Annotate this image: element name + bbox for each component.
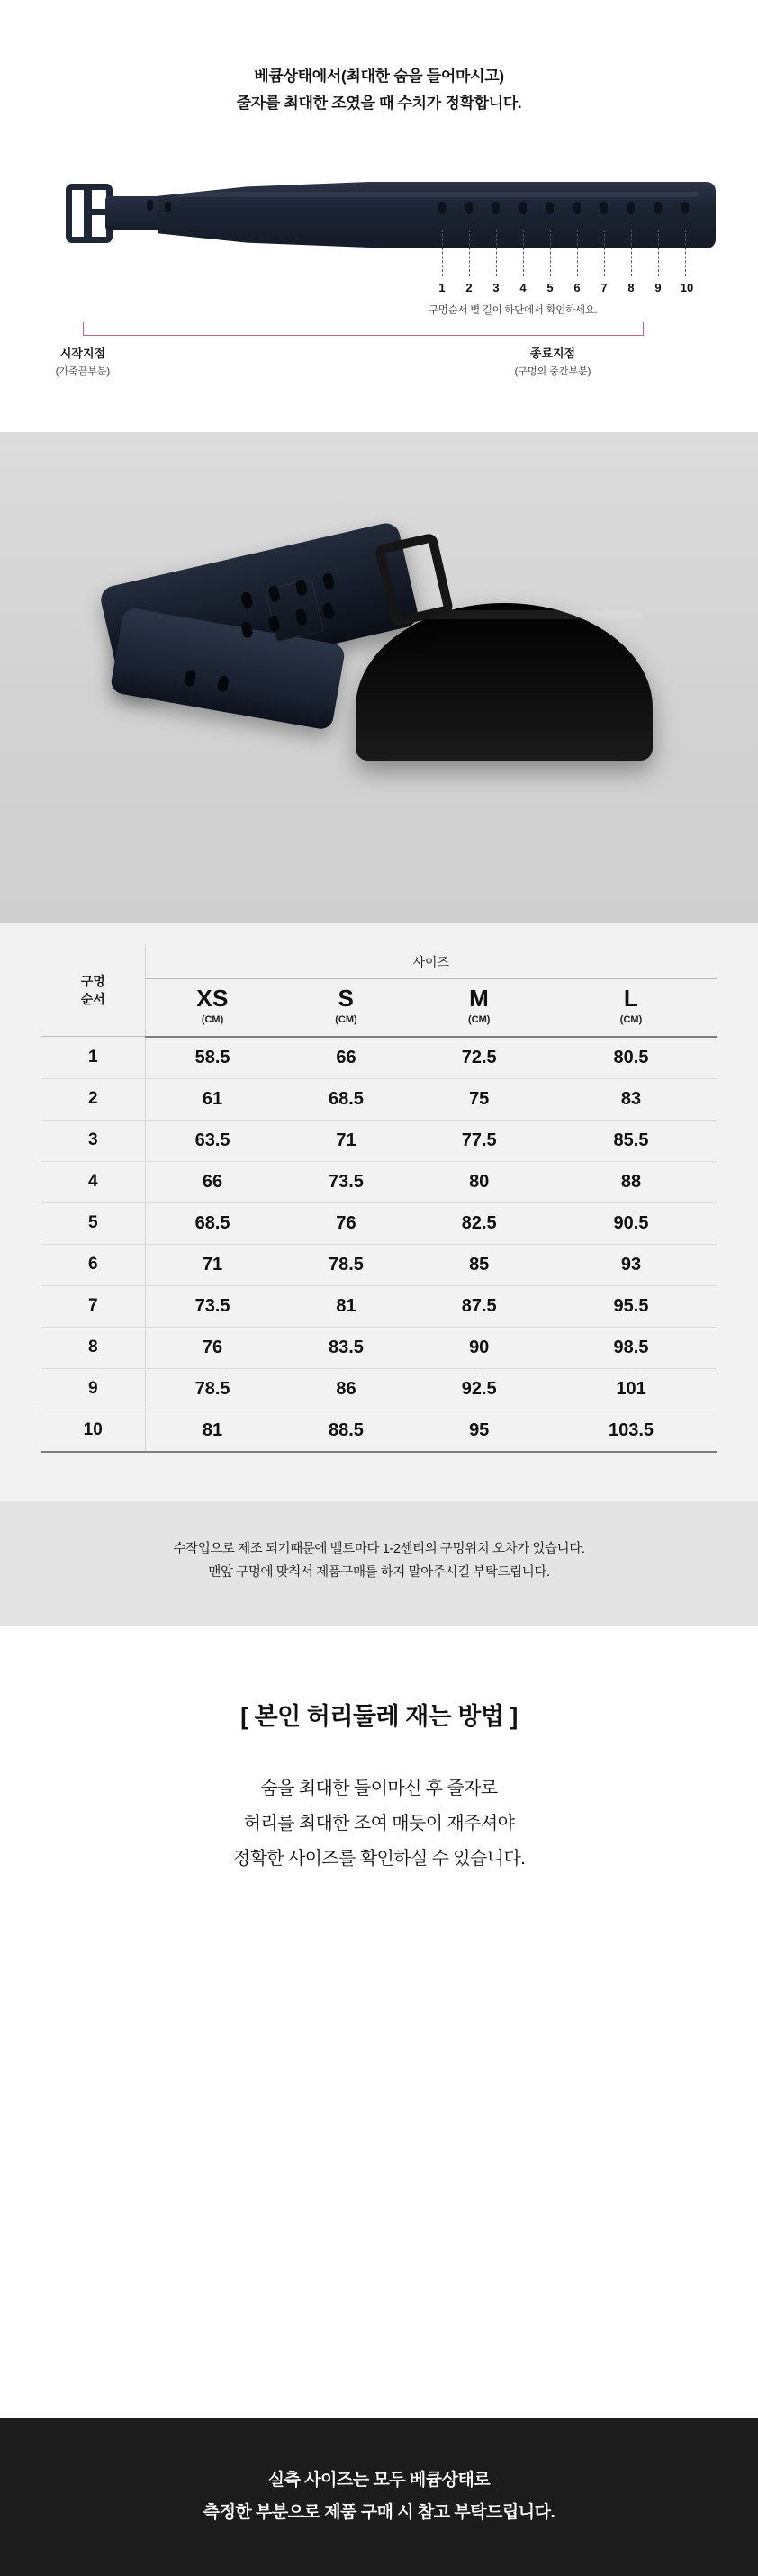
row-order: 1 [41,1037,145,1079]
row-order: 4 [41,1161,145,1202]
cell-l: 83 [546,1078,717,1120]
column-header-s [280,978,413,1037]
howto-line1: 숨을 최대한 들이마신 후 줄자로 [260,1779,498,1799]
hole-number: 7 [600,280,608,294]
cell-l: 88 [546,1161,717,1202]
cell-m: 75 [412,1078,546,1120]
table-row [41,1161,717,1202]
cell-xs: 78.5 [145,1368,280,1410]
hole-number: 6 [573,280,581,294]
cell-m: 92.5 [412,1368,546,1410]
belt-illustration [50,169,716,264]
size-table [41,944,717,1453]
table-row [41,1410,717,1452]
top-caption-line1: 베큠상태에서(최대한 숨을 들어마시고) [254,68,504,85]
cell-s: 73.5 [280,1161,413,1202]
order-header-line2: 순서 [80,991,105,1006]
cell-s: 68.5 [280,1078,413,1120]
row-order: 8 [41,1327,145,1368]
column-label: S [338,984,355,1012]
row-order: 2 [41,1078,145,1120]
cell-m: 85 [412,1244,546,1285]
table-row [41,1327,717,1368]
row-order: 6 [41,1244,145,1285]
belt-holes [50,169,716,264]
table-row [41,1120,717,1161]
start-point-label [56,344,110,378]
cell-xs: 68.5 [145,1202,280,1244]
cell-xs: 81 [145,1410,280,1452]
cell-xs: 63.5 [145,1120,280,1161]
cell-l: 93 [546,1244,717,1285]
footer-banner [0,2418,758,2576]
footer-text [203,2464,555,2529]
cell-s: 66 [280,1037,413,1079]
cell-s: 88.5 [280,1410,413,1452]
hole-number: 10 [680,280,694,294]
size-table-body [41,1037,717,1452]
cell-l: 80.5 [546,1037,717,1079]
cell-l: 101 [546,1368,717,1410]
measure-cap-start [83,322,84,336]
hole-number: 5 [546,280,554,294]
cell-xs: 76 [145,1327,280,1368]
row-order: 9 [41,1368,145,1410]
hole-number: 9 [654,280,662,294]
cell-m: 82.5 [412,1202,546,1244]
cell-l: 85.5 [546,1120,717,1161]
hole-number: 4 [519,280,527,294]
order-header-cell [41,944,145,1037]
hole-note: 구멍순서 별 길이 하단에서 확인하세요. [429,304,598,316]
column-label: L [623,984,639,1012]
measure-cap-end [643,322,644,336]
notice-block [0,1501,758,1627]
cell-xs: 71 [145,1244,280,1285]
table-row [41,1285,717,1327]
cell-l: 98.5 [546,1327,717,1368]
cell-s: 78.5 [280,1244,413,1285]
column-unit: (CM) [467,1013,491,1025]
column-unit: (CM) [619,1013,643,1025]
cell-s: 76 [280,1202,413,1244]
start-point-title: 시작지점 [59,346,106,360]
product-photo [0,432,758,923]
cell-s: 71 [280,1120,413,1161]
row-order: 10 [41,1410,145,1452]
column-header-xs [145,978,280,1037]
howto-title: [ 본인 허리둘레 재는 방법 ] [240,1703,518,1731]
cell-s: 81 [280,1285,413,1327]
order-header-line1: 구멍 [80,974,105,989]
belt-diagram [0,144,758,432]
table-row [41,1037,717,1079]
end-point-title: 종료지점 [529,346,576,360]
size-group-header: 사이즈 [145,944,717,979]
cell-m: 77.5 [412,1120,546,1161]
row-order: 3 [41,1120,145,1161]
cell-m: 95 [412,1410,546,1452]
table-row [41,1078,717,1120]
cell-m: 87.5 [412,1285,546,1327]
table-row [41,1368,717,1410]
hole-number: 8 [627,280,635,294]
column-label: XS [196,984,229,1012]
cell-l: 90.5 [546,1202,717,1244]
cell-m: 72.5 [412,1037,546,1079]
end-point-label [515,344,591,378]
footer-line2: 측정한 부분으로 제품 구매 시 참고 부탁드립니다. [203,2503,555,2522]
cell-s: 86 [280,1368,413,1410]
cell-l: 95.5 [546,1285,717,1327]
notice-line1: 수작업으로 제조 되기때문에 벨트마다 1-2센티의 구멍위치 오차가 있습니다. [173,1541,585,1556]
column-unit: (CM) [201,1013,224,1025]
column-header-l [546,978,717,1037]
notice-line2: 맨앞 구멍에 맞춰서 제품구매를 하지 말아주시길 부탁드립니다. [208,1565,550,1581]
cell-s: 83.5 [280,1327,413,1368]
cell-xs: 73.5 [145,1285,280,1327]
end-point-sub: (구멍의 중간부분) [514,365,591,377]
top-info-section [0,0,758,432]
table-row [41,1202,717,1244]
howto-line2: 허리를 최대한 조여 매듯이 재주셔야 [243,1814,515,1834]
table-bottom-spacer [0,1453,758,1501]
column-unit: (CM) [335,1013,357,1025]
row-order: 5 [41,1202,145,1244]
top-caption-line2: 줄자를 최대한 조였을 때 수치가 정확합니다. [236,94,522,112]
measure-line [83,335,643,336]
hole-number: 1 [438,280,446,294]
table-row [41,1244,717,1285]
size-table-header-group [41,944,717,979]
start-point-sub: (가죽끝부분) [55,365,111,377]
cell-l: 103.5 [546,1410,717,1452]
cell-xs: 61 [145,1078,280,1120]
column-label: M [469,984,490,1012]
cell-m: 80 [412,1161,546,1202]
row-order: 7 [41,1285,145,1327]
cell-xs: 66 [145,1161,280,1202]
howto-line3: 정확한 사이즈를 확인하실 수 있습니다. [232,1849,526,1869]
hole-number: 2 [465,280,473,294]
howto-section [0,1626,758,1949]
cell-m: 90 [412,1327,546,1368]
column-header-m [412,978,546,1037]
top-caption [0,63,758,117]
footer-line1: 실측 사이즈는 모두 베큠상태로 [267,2470,491,2490]
hole-number: 3 [492,280,500,294]
cell-xs: 58.5 [145,1037,280,1079]
size-table-section [0,923,758,1453]
